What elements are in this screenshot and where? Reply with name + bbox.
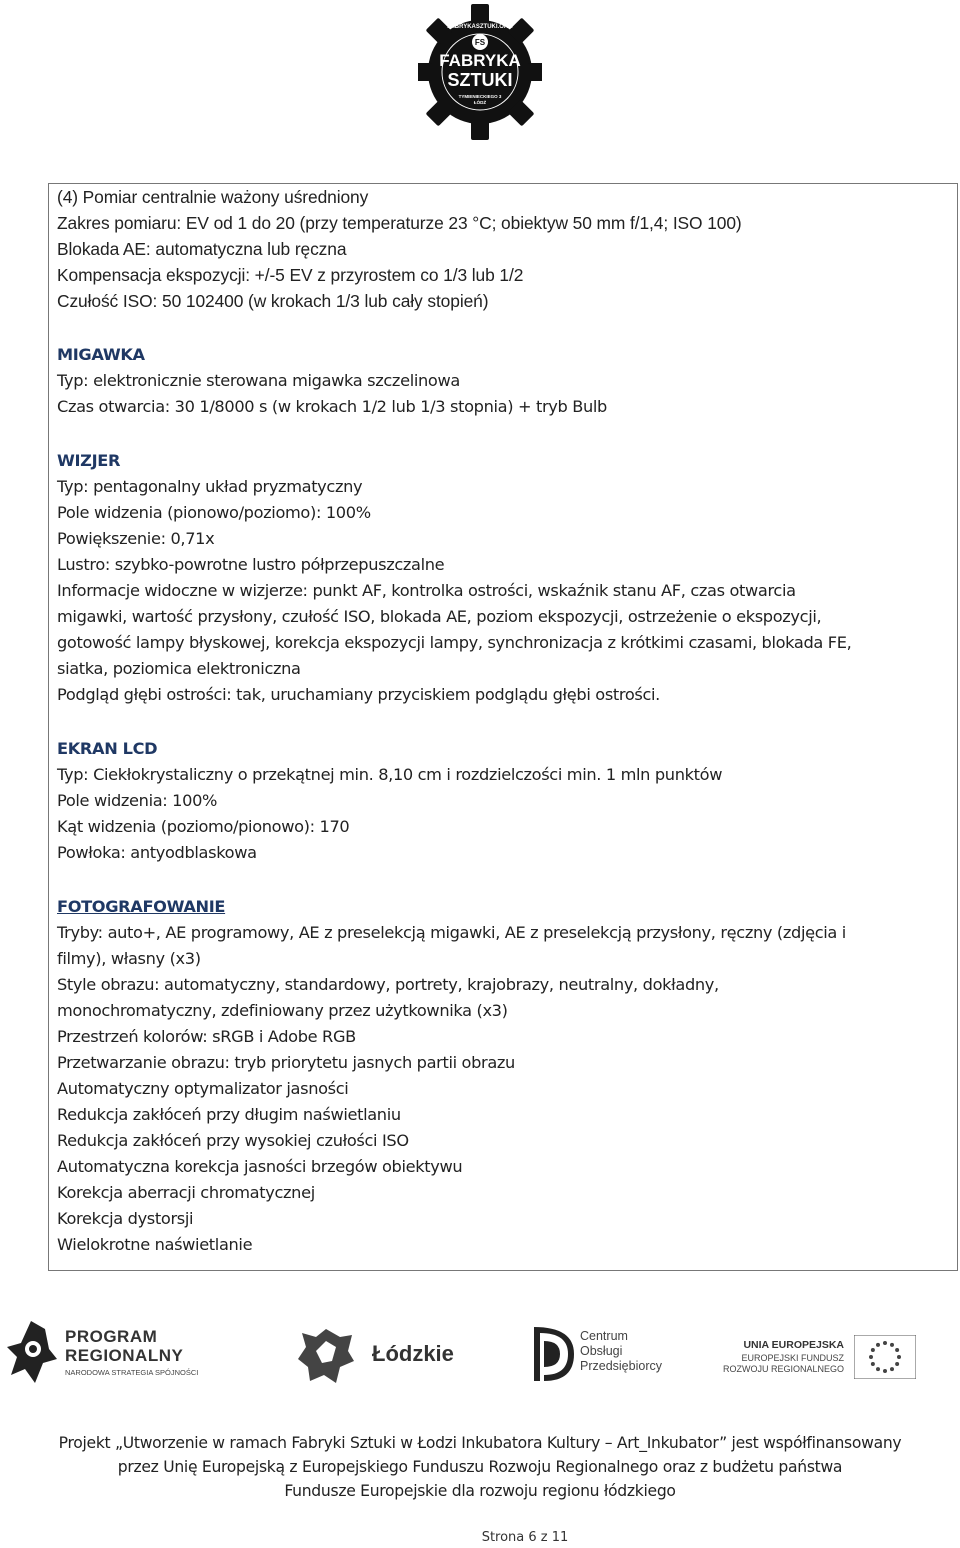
- centrum-line1: Centrum: [580, 1329, 628, 1343]
- eu-star-icon: [895, 1362, 899, 1366]
- spec-line: Przestrzeń kolorów: sRGB i Adobe RGB: [57, 1027, 356, 1046]
- spec-line: Powłoka: antyodblaskowa: [57, 843, 257, 862]
- fabryka-sztuki-logo: [418, 0, 542, 150]
- spec-line: Wielokrotne naświetlanie: [57, 1235, 253, 1254]
- eu-star-icon: [883, 1341, 887, 1345]
- program-line1: PROGRAM: [65, 1327, 158, 1346]
- specification-box: [48, 183, 958, 1271]
- spec-line: migawki, wartość przysłony, czułość ISO, blokada AE, poziom ekspozycji, ostrzeżenie o ekspozycji,: [57, 607, 822, 626]
- section-heading: EKRAN LCD: [57, 739, 158, 758]
- footer-logos: [0, 1315, 960, 1395]
- eu-star-icon: [895, 1348, 899, 1352]
- spec-line: Korekcja aberracji chromatycznej: [57, 1183, 315, 1202]
- lodzkie-icon: [296, 1327, 356, 1385]
- page-number: Strona 6 z 11: [481, 1530, 569, 1545]
- spec-line: Czułość ISO: 50 102400 (w krokach 1/3 lub cały stopień): [57, 291, 489, 311]
- centrum-logo: [528, 1323, 662, 1393]
- footer-line3: Fundusze Europejskie dla rozwoju regionu łódzkiego: [284, 1482, 676, 1500]
- fabryka-sztuki-gear-logo-icon: [418, 0, 542, 150]
- centrum-line2: Obsługi: [580, 1344, 623, 1358]
- eu-flag-icon: [854, 1335, 916, 1379]
- spec-line: Typ: pentagonalny układ pryzmatyczny: [57, 477, 363, 496]
- eu-star-icon: [871, 1362, 875, 1366]
- centrum-line3: Przedsiębiorcy: [580, 1359, 662, 1373]
- spec-line: Pole widzenia: 100%: [57, 791, 218, 810]
- lodzkie-logo: [296, 1327, 456, 1387]
- spec-line: Automatyczna korekcja jasności brzegów obiektywu: [57, 1157, 463, 1176]
- spec-line: monochromatyczny, zdefiniowany przez użytkownika (x3): [57, 1001, 508, 1020]
- spec-line: Przetwarzanie obrazu: tryb priorytetu jasnych partii obrazu: [57, 1053, 515, 1072]
- spec-line: Tryby: auto+, AE programowy, AE z preselekcją migawki, AE z preselekcją przysłony, ręczny (zdjęcia i: [57, 923, 846, 942]
- program-line3: NARODOWA STRATEGIA SPÓJNOŚCI: [65, 1368, 199, 1377]
- eu-star-icon: [876, 1367, 880, 1371]
- spec-line: Korekcja dystorsji: [57, 1209, 194, 1228]
- spec-line: Blokada AE: automatyczna lub ręczna: [57, 239, 347, 259]
- spec-line: Podgląd głębi ostrości: tak, uruchamiany przyciskiem podglądu głębi ostrości.: [57, 685, 660, 704]
- section-heading: MIGAWKA: [57, 345, 145, 364]
- spec-line: gotowość lampy błyskowej, korekcja ekspozycji lampy, synchronizacja z krótkimi czasami, blokada FE,: [57, 633, 852, 652]
- eu-line1: UNIA EUROPEJSKA: [743, 1339, 844, 1351]
- spec-line: Zakres pomiaru: EV od 1 do 20 (przy temperaturze 23 °C; obiektyw 50 mm f/1,4; ISO 100): [57, 213, 742, 233]
- spec-line: Powiększenie: 0,71x: [57, 529, 215, 548]
- svg-text:TYMIENIECKIEGO 3: TYMIENIECKIEGO 3: [458, 94, 502, 99]
- spec-line: Kompensacja ekspozycji: +/-5 EV z przyrostem co 1/3 lub 1/2: [57, 265, 524, 285]
- eu-star-icon: [869, 1355, 873, 1359]
- eu-star-icon: [890, 1367, 894, 1371]
- eu-star-icon: [883, 1369, 887, 1373]
- eu-star-icon: [890, 1343, 894, 1347]
- lodzkie-text: Łódzkie: [372, 1341, 454, 1366]
- spec-line: Typ: elektronicznie sterowana migawka szczelinowa: [57, 371, 460, 390]
- footer-line1: Projekt „Utworzenie w ramach Fabryki Sztuki w Łodzi Inkubatora Kultury – Art_Inkubator” jest współfinansowany: [58, 1434, 902, 1452]
- eu-star-icon: [897, 1355, 901, 1359]
- program-regionalny-icon: [5, 1319, 59, 1387]
- spec-line: Style obrazu: automatyczny, standardowy, portrety, krajobrazy, neutralny, dokładny,: [57, 975, 719, 994]
- spec-line: Lustro: szybko-powrotne lustro półprzepuszczalne: [57, 555, 445, 574]
- spec-line: Redukcja zakłóceń przy długim naświetlaniu: [57, 1105, 401, 1124]
- eu-line2: EUROPEJSKI FUNDUSZ: [741, 1353, 844, 1363]
- eu-line3: ROZWOJU REGIONALNEGO: [722, 1364, 844, 1374]
- spec-line: siatka, poziomica elektroniczna: [57, 659, 301, 678]
- spec-line: Czas otwarcia: 30 1/8000 s (w krokach 1/2 lub 1/3 stopnia) + tryb Bulb: [57, 397, 607, 416]
- section-heading: WIZJER: [57, 451, 121, 470]
- svg-text:FABRYKASZTUKI.ORG: FABRYKASZTUKI.ORG: [447, 24, 513, 30]
- section-heading: FOTOGRAFOWANIE: [57, 897, 226, 916]
- program-regionalny-logo: [5, 1315, 215, 1395]
- spec-line: Kąt widzenia (poziomo/pionowo): 170: [57, 817, 350, 836]
- eu-star-icon: [871, 1348, 875, 1352]
- eu-star-icon: [876, 1343, 880, 1347]
- svg-text:ŁÓDŹ: ŁÓDŹ: [473, 100, 487, 105]
- svg-text:SZTUKI: SZTUKI: [447, 70, 513, 90]
- spec-line: Automatyczny optymalizator jasności: [57, 1079, 349, 1098]
- centrum-icon: [528, 1323, 578, 1385]
- program-line2: REGIONALNY: [65, 1346, 184, 1365]
- footer-line2: przez Unię Europejską z Europejskiego Funduszu Rozwoju Regionalnego oraz z budżetu państwa: [117, 1458, 843, 1476]
- svg-text:FS: FS: [474, 38, 486, 47]
- spec-line: filmy), własny (x3): [57, 949, 201, 968]
- spec-line: Typ: Ciekłokrystaliczny o przekątnej min. 8,10 cm i rozdzielczości min. 1 mln punktów: [57, 765, 723, 784]
- eu-logo: [722, 1329, 954, 1385]
- spec-line: Informacje widoczne w wizjerze: punkt AF, kontrolka ostrości, wskaźnik stanu AF, czas otwarcia: [57, 581, 796, 600]
- spec-line: Redukcja zakłóceń przy wysokiej czułości ISO: [57, 1131, 409, 1150]
- svg-text:FABRYKA: FABRYKA: [439, 51, 521, 70]
- spec-line: Pole widzenia (pionowo/poziomo): 100%: [57, 503, 371, 522]
- spec-line: (4) Pomiar centralnie ważony uśredniony: [57, 187, 369, 207]
